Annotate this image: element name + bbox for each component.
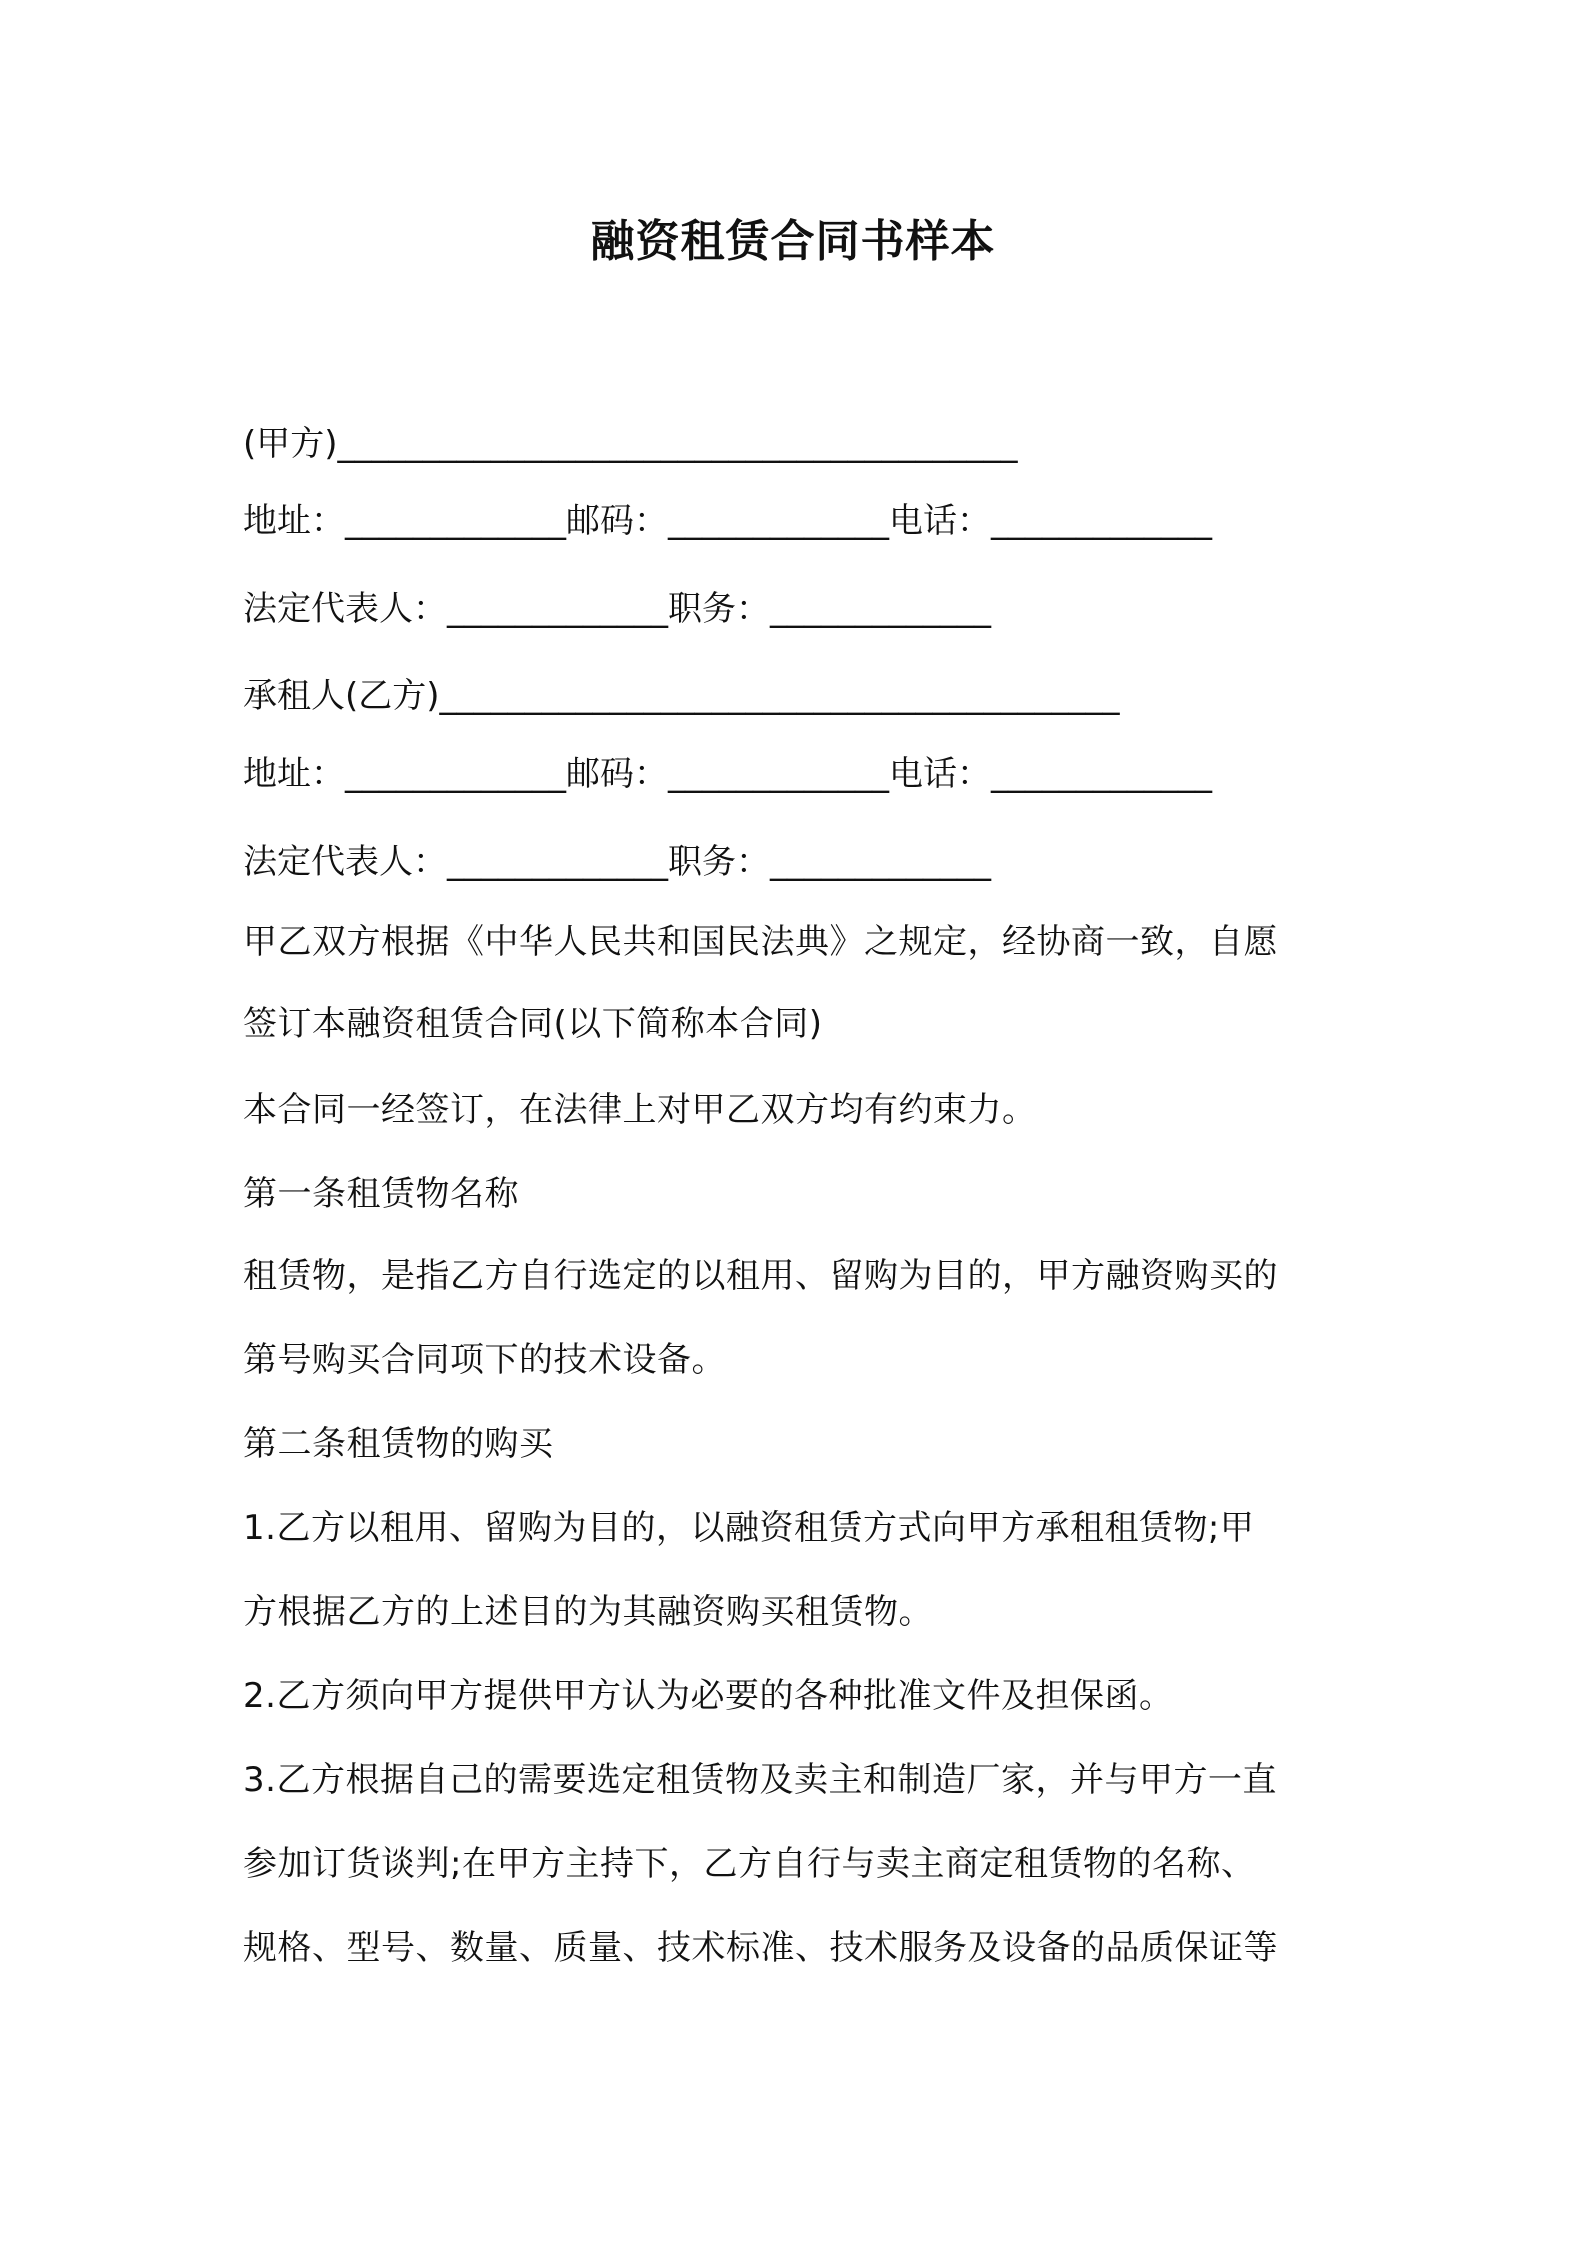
body-line: 参加订货谈判;在甲方主持下，乙方自行与卖主商定租赁物的名称、 [243,1844,1256,1884]
party-a-name-line: (甲方)________________________________________ [243,424,1018,464]
body-line: 方根据乙方的上述目的为其融资购买租赁物。 [243,1592,933,1632]
body-line: 2.乙方须向甲方提供甲方认为必要的各种批准文件及担保函。 [243,1676,1174,1716]
party-b-name-line: 承租人(乙方)________________________________________ [243,676,1120,716]
article-heading: 第二条租赁物的购买 [243,1424,554,1464]
party-a-address-line: 地址：_____________邮码：_____________电话：_____________ [243,501,1212,541]
body-line: 甲乙双方根据《中华人民共和国民法典》之规定，经协商一致，自愿 [243,922,1278,962]
body-line: 租赁物，是指乙方自行选定的以租用、留购为目的，甲方融资购买的 [243,1256,1278,1296]
body-line: 本合同一经签订，在法律上对甲乙双方均有约束力。 [243,1090,1037,1130]
body-line: 第号购买合同项下的技术设备。 [243,1340,726,1380]
body-line: 签订本融资租赁合同(以下简称本合同) [243,1004,823,1044]
article-heading: 第一条租赁物名称 [243,1174,519,1214]
body-line: 1.乙方以租用、留购为目的，以融资租赁方式向甲方承租租赁物;甲 [243,1508,1255,1548]
body-line: 规格、型号、数量、质量、技术标准、技术服务及设备的品质保证等 [243,1928,1278,1968]
document-title: 融资租赁合同书样本 [590,216,996,267]
party-b-address-line: 地址：_____________邮码：_____________电话：_____________ [243,754,1212,794]
party-b-representative-line: 法定代表人：_____________职务：_____________ [243,842,991,882]
body-line: 3.乙方根据自己的需要选定租赁物及卖主和制造厂家，并与甲方一直 [243,1760,1277,1800]
party-a-representative-line: 法定代表人：_____________职务：_____________ [243,589,991,629]
